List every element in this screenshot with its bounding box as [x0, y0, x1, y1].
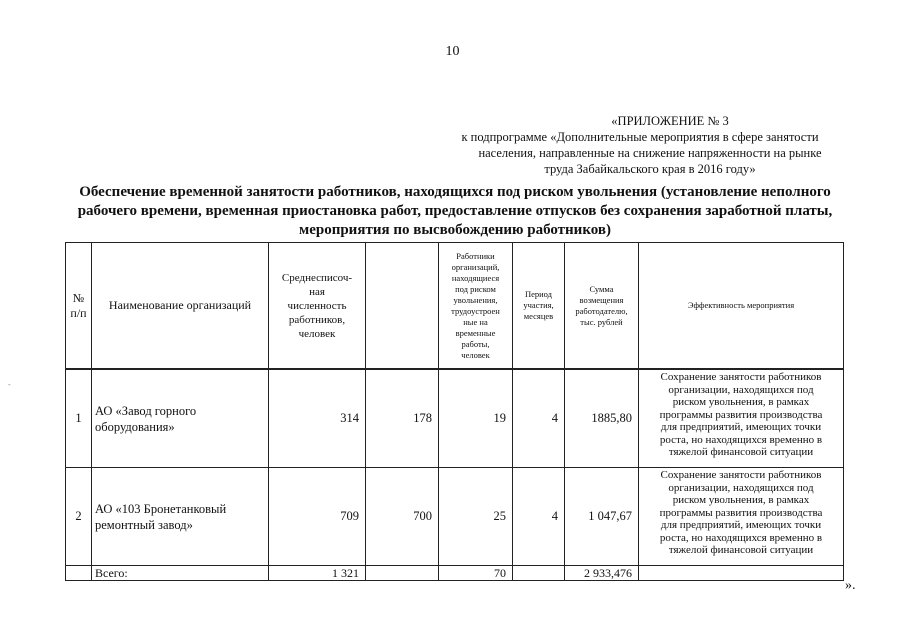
total-label: Всего: — [92, 566, 269, 581]
row-at-risk: 19 — [439, 370, 513, 468]
appendix-line-2: населения, направленные на снижение напряженности на рынке — [478, 146, 822, 160]
header-row — [66, 243, 844, 369]
document-title — [60, 183, 850, 240]
row-effect: Сохранение занятости работников организации, находящихся под риском увольнения, в рамках программы развития производства для предприятий, имеющих точки роста, но находящихся временно в тяжелой финансовой ситуации — [639, 468, 844, 566]
row-name: АО «Завод горного оборудования» — [92, 370, 269, 468]
table-row — [66, 370, 844, 468]
left-margin-mark: - — [8, 380, 11, 389]
total-effect — [639, 566, 844, 581]
page-number: 10 — [445, 44, 460, 59]
row-col4: 178 — [366, 370, 439, 468]
total-avg-count: 1 321 — [269, 566, 366, 581]
header-name: Наименование организаций — [92, 243, 269, 369]
appendix-heading: «ПРИЛОЖЕНИЕ № 3 — [611, 114, 729, 128]
row-avg-count: 709 — [269, 468, 366, 566]
employment-table — [65, 242, 844, 581]
header-sum: Сумма возмещения работодателю, тыс. рублей — [565, 243, 639, 369]
total-at-risk: 70 — [439, 566, 513, 581]
row-avg-count: 314 — [269, 370, 366, 468]
title-line-3: мероприятия по высвобождению работников) — [298, 222, 611, 238]
header-at-risk: Работники организаций, находящиеся под риском увольнения, трудоустроен ные на временные работы, человек — [439, 243, 513, 369]
header-effect: Эффективность мероприятия — [639, 243, 844, 369]
header-avg-count: Среднесписоч- ная численность работников, человек — [269, 243, 366, 369]
row-num: 1 — [66, 370, 92, 468]
closing-quote: ». — [845, 578, 856, 593]
row-name: АО «103 Бронетанковый ремонтный завод» — [92, 468, 269, 566]
total-num — [66, 566, 92, 581]
total-period — [513, 566, 565, 581]
row-sum: 1885,80 — [565, 370, 639, 468]
appendix-header — [450, 113, 850, 177]
title-line-1: Обеспечение временной занятости работников, находящихся под риском увольнения (установление неполного — [79, 184, 831, 200]
row-num: 2 — [66, 468, 92, 566]
header-col4 — [366, 243, 439, 369]
row-period: 4 — [513, 370, 565, 468]
title-line-2: рабочего времени, временная приостановка работ, предоставление отпусков без сохранения заработной платы, — [77, 203, 833, 219]
header-num: № п/п — [66, 243, 92, 369]
total-sum: 2 933,476 — [565, 566, 639, 581]
appendix-line-1: к подпрограмме «Дополнительные мероприятия в сфере занятости — [461, 130, 819, 144]
total-col4 — [366, 566, 439, 581]
row-col4: 700 — [366, 468, 439, 566]
row-period: 4 — [513, 468, 565, 566]
row-sum: 1 047,67 — [565, 468, 639, 566]
appendix-line-3: труда Забайкальского края в 2016 году» — [544, 162, 756, 176]
row-effect: Сохранение занятости работников организации, находящихся под риском увольнения, в рамках программы развития производства для предприятий, имеющих точки роста, но находящихся временно в тяжелой финансовой ситуации — [639, 370, 844, 468]
total-row — [66, 566, 844, 581]
header-period: Период участия, месяцев — [513, 243, 565, 369]
table-row — [66, 468, 844, 566]
row-at-risk: 25 — [439, 468, 513, 566]
